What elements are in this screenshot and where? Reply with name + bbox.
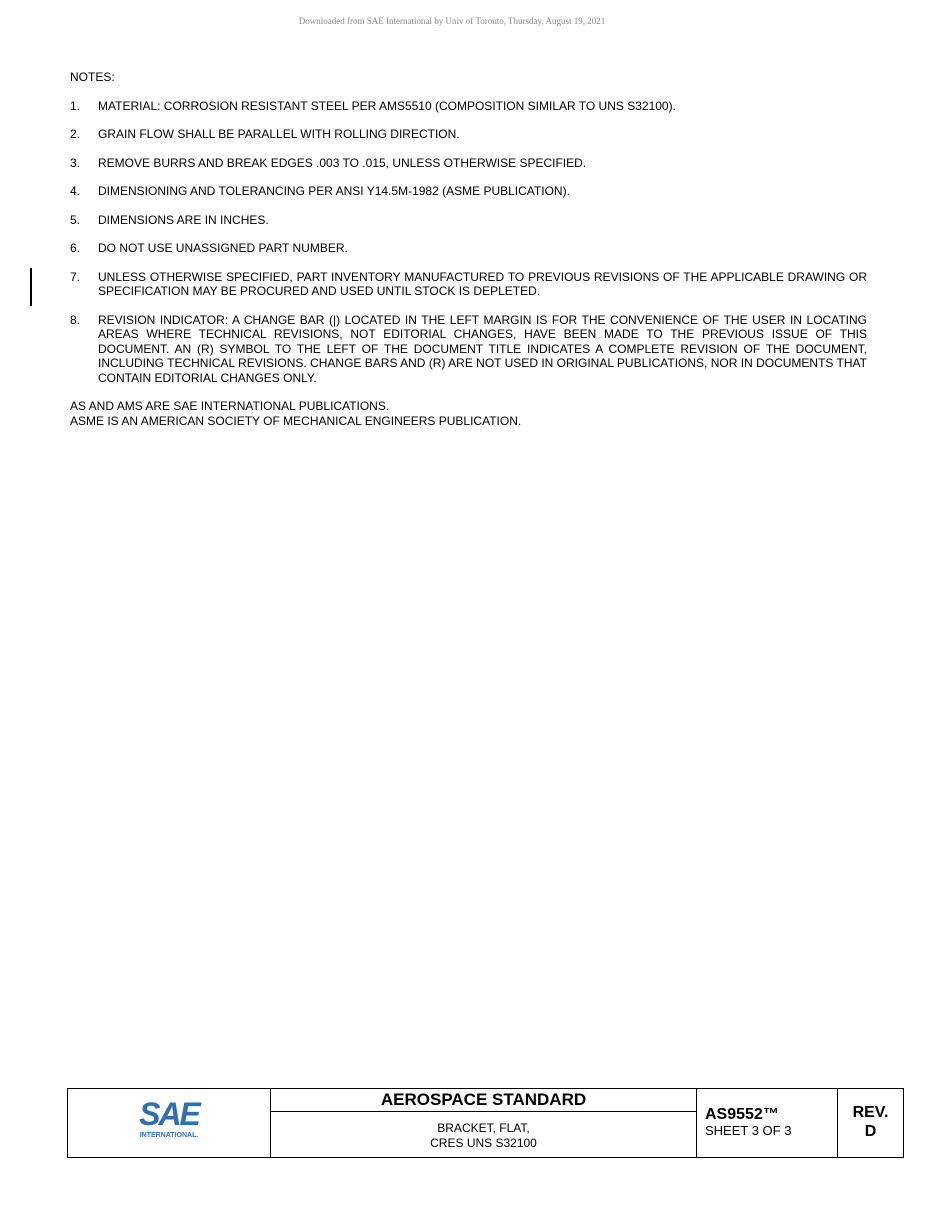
note-item (70, 313, 867, 386)
note-item (70, 184, 867, 199)
notes-heading: NOTES: (70, 70, 115, 84)
note-text: MATERIAL: CORROSION RESISTANT STEEL PER AMS5510 (COMPOSITION SIMILAR TO UNS S32100). (98, 98, 676, 113)
notes-section (70, 70, 867, 428)
note-item (70, 156, 867, 171)
note-text: REMOVE BURRS AND BREAK EDGES .003 TO .015, UNLESS OTHERWISE SPECIFIED. (98, 155, 587, 170)
footnote-asme: ASME IS AN AMERICAN SOCIETY OF MECHANICAL ENGINEERS PUBLICATION. (70, 413, 522, 428)
note-number: 4. (70, 184, 81, 198)
download-banner: Downloaded from SAE International by Univ of Toronto, Thursday, August 19, 2021 (298, 16, 606, 26)
note-text: DO NOT USE UNASSIGNED PART NUMBER. (98, 241, 348, 255)
note-item (70, 270, 867, 299)
standard-title: AEROSPACE STANDARD (271, 1089, 696, 1112)
note-number: 8. (70, 312, 81, 327)
description-line-1: BRACKET, FLAT, (437, 1121, 530, 1135)
change-bar (30, 268, 32, 306)
title-block (67, 1088, 904, 1158)
footnotes (70, 399, 867, 428)
revision-value: D (864, 1123, 877, 1140)
note-number: 6. (70, 241, 81, 255)
note-item (70, 213, 867, 228)
logo-cell (68, 1089, 271, 1157)
note-text: DIMENSIONING AND TOLERANCING PER ANSI Y14.5M-1982 (ASME PUBLICATION). (98, 184, 570, 198)
revision-cell (838, 1089, 903, 1157)
note-text: DIMENSIONS ARE IN INCHES. (98, 212, 269, 227)
note-item (70, 99, 867, 114)
note-item (70, 241, 867, 256)
sae-logo-text: SAE (139, 1097, 199, 1132)
note-text: UNLESS OTHERWISE SPECIFIED, PART INVENTORY MANUFACTURED TO PREVIOUS REVISIONS OF THE APPLICABLE DRAWING OR SPECIFICATION MAY BE PROCURED AND USED UNTIL STOCK IS DEPLETED. (98, 269, 867, 298)
sae-logo-subtext: INTERNATIONAL. (139, 1132, 199, 1139)
note-text: REVISION INDICATOR: A CHANGE BAR (|) LOCATED IN THE LEFT MARGIN IS FOR THE CONVENIENCE OF THE USER IN LOCATING AREAS WHERE TECHNICAL REVISIONS, NOT EDITORIAL CHANGES, HAVE BEEN MADE TO THE PREVIOUS ISSUE OF THIS DOCUMENT. AN (R) SYMBOL TO THE LEFT OF THE DOCUMENT TITLE INDICATES A COMPLETE REVISION OF THE DOCUMENT, INCLUDING TECHNICAL REVISIONS. CHANGE BARS AND (R) ARE NOT USED IN ORIGINAL PUBLICATIONS, NOR IN DOCUMENTS THAT CONTAIN EDITORIAL CHANGES ONLY. (98, 312, 867, 385)
description-line-2: CRES UNS S32100 (430, 1136, 537, 1150)
note-number: 5. (70, 212, 81, 227)
note-number: 2. (70, 127, 81, 141)
note-number: 7. (70, 269, 81, 284)
title-center-cell (271, 1089, 697, 1157)
revision-label: REV. (852, 1104, 889, 1121)
document-number: AS9552™ (705, 1106, 779, 1123)
part-description (271, 1112, 696, 1157)
footnote-sae: AS AND AMS ARE SAE INTERNATIONAL PUBLICATIONS. (70, 399, 390, 413)
document-number-cell (697, 1089, 838, 1157)
note-number: 1. (70, 98, 81, 113)
note-number: 3. (70, 155, 81, 170)
note-text: GRAIN FLOW SHALL BE PARALLEL WITH ROLLING DIRECTION. (98, 127, 460, 141)
note-item (70, 127, 867, 142)
sae-logo-icon (136, 1097, 202, 1141)
sheet-number: SHEET 3 OF 3 (705, 1123, 792, 1138)
